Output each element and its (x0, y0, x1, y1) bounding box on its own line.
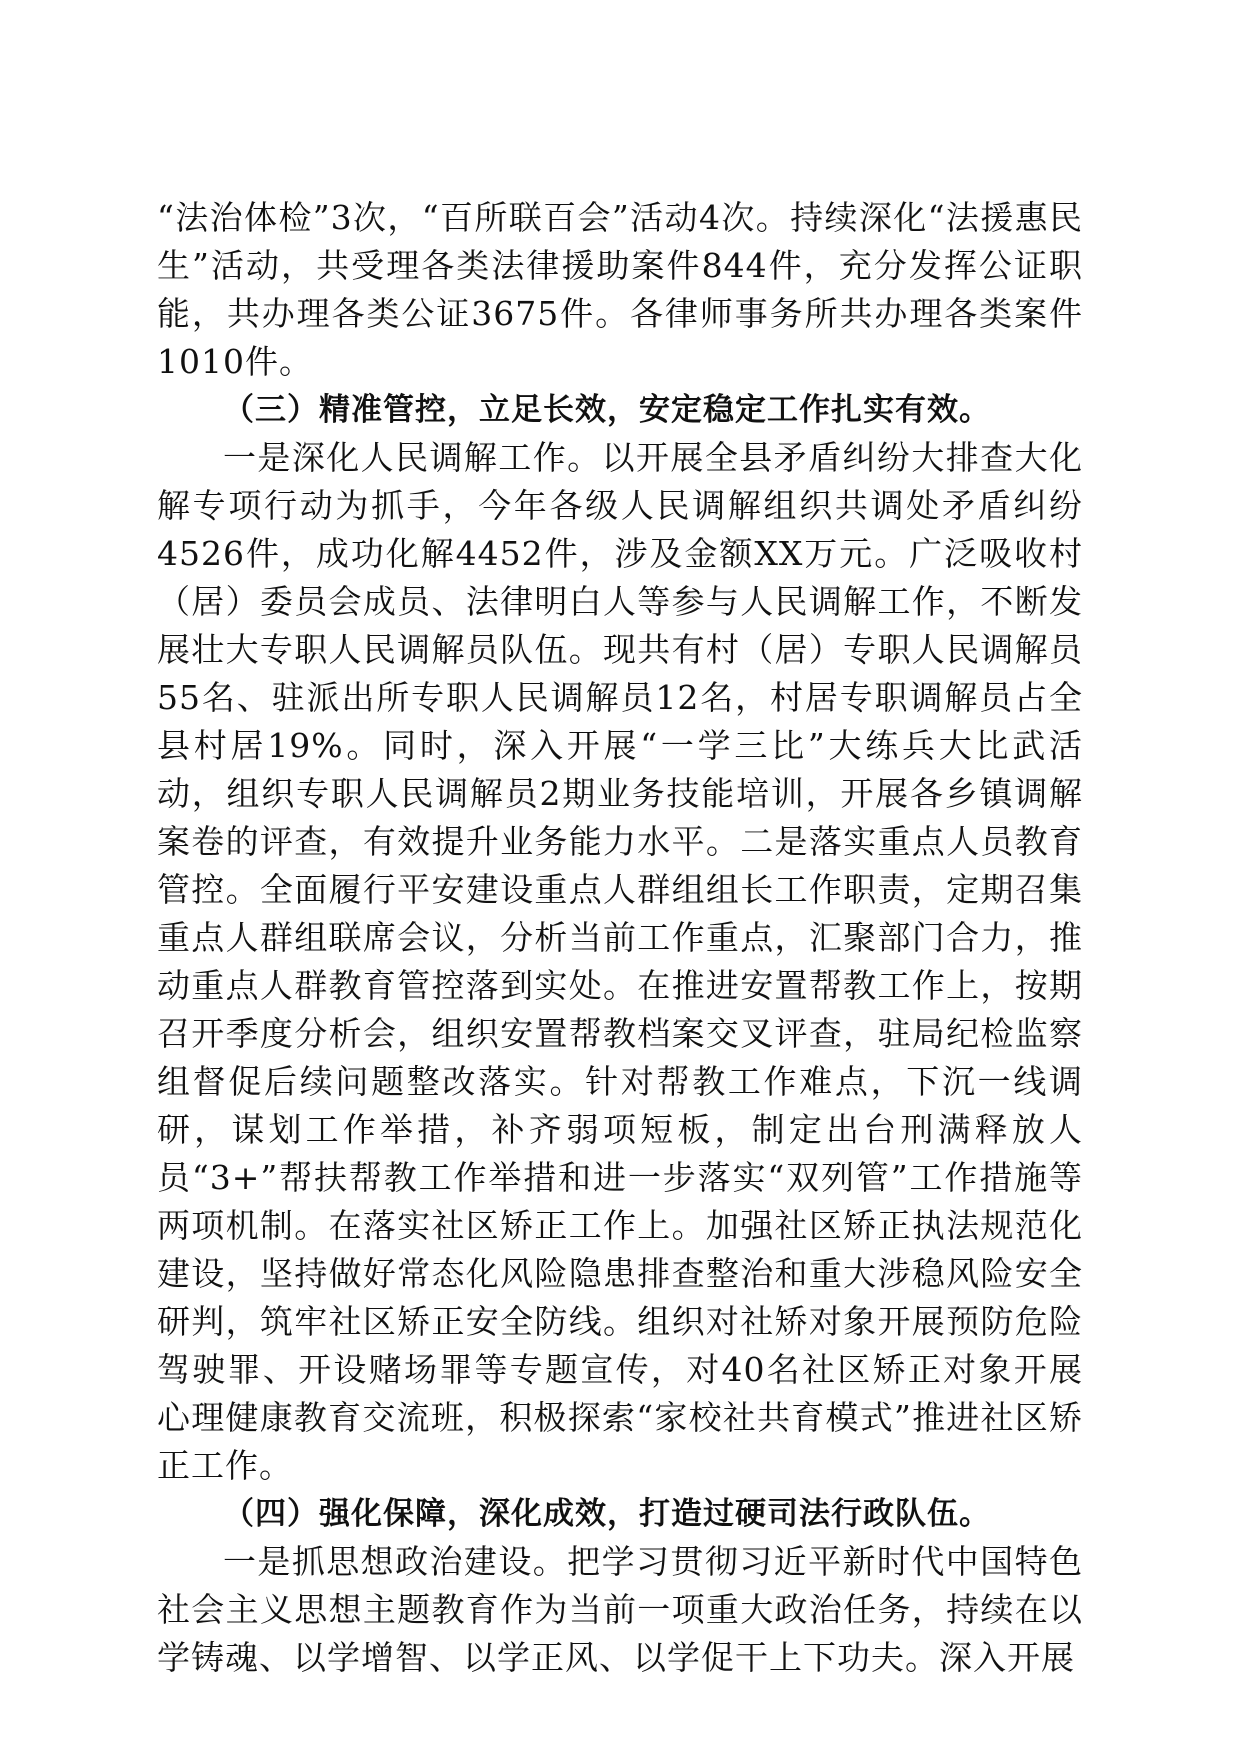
document-body (157, 194, 1083, 1682)
section-heading-three: （三）精准管控，立足长效，安定稳定工作扎实有效。 (223, 392, 991, 428)
paragraph-continued: “法治体检”3次，“百所联百会”活动4次。持续深化“法援惠民生”活动，共受理各类法律援助案件844件，充分发挥公证职能，共办理各类公证3675件。各律师事务所共办理各类案件1010件。 (157, 198, 1083, 381)
section-heading-four: （四）强化保障，深化成效，打造过硬司法行政队伍。 (223, 1496, 991, 1532)
paragraph-mediation: 一是深化人民调解工作。以开展全县矛盾纠纷大排查大化解专项行动为抓手，今年各级人民调解组织共调处矛盾纠纷4526件，成功化解4452件，涉及金额XX万元。广泛吸收村（居）委员会成员、法律明白人等参与人民调解工作，不断发展壮大专职人民调解员队伍。现共有村（居）专职人民调解员55名、驻派出所专职人民调解员12名，村居专职调解员占全县村居19%。同时，深入开展“一学三比”大练兵大比武活动，组织专职人民调解员2期业务技能培训，开展各乡镇调解案卷的评查，有效提升业务能力水平。二是落实重点人员教育管控。全面履行平安建设重点人群组组长工作职责，定期召集重点人群组联席会议，分析当前工作重点，汇聚部门合力，推动重点人群教育管控落到实处。在推进安置帮教工作上，按期召开季度分析会，组织安置帮教档案交叉评查，驻局纪检监察组督促后续问题整改落实。针对帮教工作难点，下沉一线调研，谋划工作举措，补齐弱项短板，制定出台刑满释放人员“3+”帮扶帮教工作举措和进一步落实“双列管”工作措施等两项机制。在落实社区矫正工作上。加强社区矫正执法规范化建设，坚持做好常态化风险隐患排查整治和重大涉稳风险安全研判，筑牢社区矫正安全防线。组织对社矫对象开展预防危险驾驶罪、开设赌场罪等专题宣传，对40名社区矫正对象开展心理健康教育交流班，积极探索“家校社共育模式”推进社区矫正工作。 (157, 438, 1083, 1485)
paragraph-political-building: 一是抓思想政治建设。把学习贯彻习近平新时代中国特色社会主义思想主题教育作为当前一项重大政治任务，持续在以学铸魂、以学增智、以学正风、以学促干上下功夫。深入开展 (157, 1542, 1083, 1677)
